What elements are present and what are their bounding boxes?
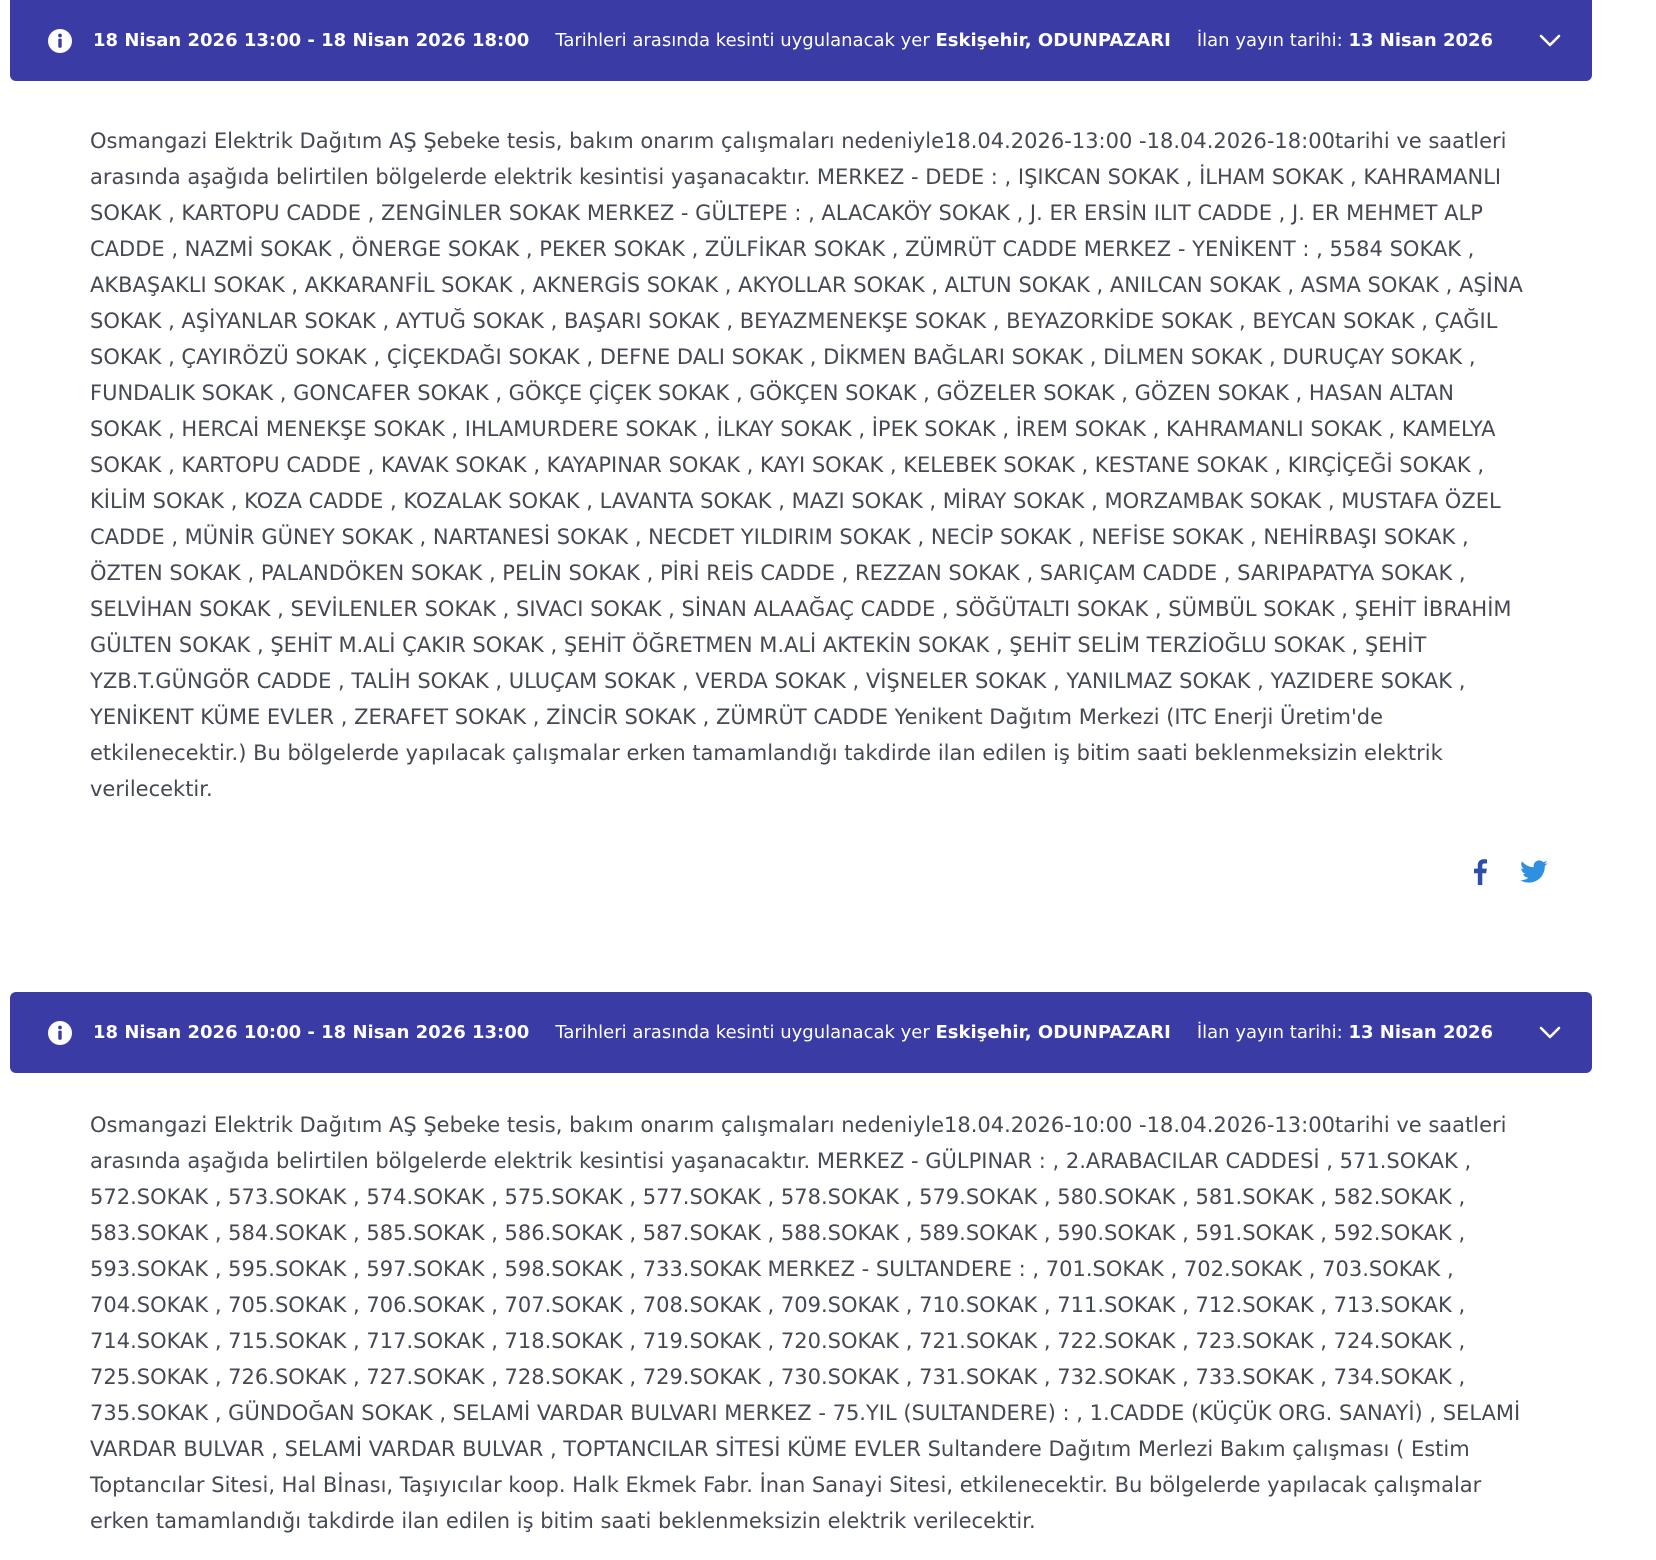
outage-location	[555, 30, 1171, 51]
location-prefix: Tarihleri arasında kesinti uygulanacak yer	[555, 30, 930, 51]
chevron-down-icon[interactable]	[1536, 27, 1564, 55]
location-value: Eskişehir, ODUNPAZARI	[935, 1022, 1171, 1043]
publish-date	[1197, 30, 1493, 51]
publish-date-label: İlan yayın tarihi:	[1196, 30, 1343, 51]
outage-location	[555, 1022, 1171, 1043]
twitter-icon[interactable]	[1520, 858, 1548, 886]
chevron-down-icon[interactable]	[1536, 1019, 1564, 1047]
publish-date-value: 13 Nisan 2026	[1348, 30, 1494, 51]
location-value: Eskişehir, ODUNPAZARI	[935, 30, 1171, 51]
notice-body-text: Osmangazi Elektrik Dağıtım AŞ Şebeke tesis, bakım onarım çalışmaları nedeniyle18.04.2026-10:00 -18.04.2026-13:00tarihi ve saatleri arasında aşağıda belirtilen bölgelerde elektrik kesintisi yaşanacaktır. MERKEZ - GÜLPINAR : , 2.ARABACILAR CADDESİ , 571.SOKAK , 572.SOKAK , 573.SOKAK , 574.SOKAK , 575.SOKAK , 577.SOKAK , 578.SOKAK , 579.SOKAK , 580.SOKAK , 581.SOKAK , 582.SOKAK , 583.SOKAK , 584.SOKAK , 585.SOKAK , 586.SOKAK , 587.SOKAK , 588.SOKAK , 589.SOKAK , 590.SOKAK , 591.SOKAK , 592.SOKAK , 593.SOKAK , 595.SOKAK , 597.SOKAK , 598.SOKAK , 733.SOKAK MERKEZ - SULTANDERE : , 701.SOKAK , 702.SOKAK , 703.SOKAK , 704.SOKAK , 705.SOKAK , 706.SOKAK , 707.SOKAK , 708.SOKAK , 709.SOKAK , 710.SOKAK , 711.SOKAK , 712.SOKAK , 713.SOKAK , 714.SOKAK , 715.SOKAK , 717.SOKAK , 718.SOKAK , 719.SOKAK , 720.SOKAK , 721.SOKAK , 722.SOKAK , 723.SOKAK , 724.SOKAK , 725.SOKAK , 726.SOKAK , 727.SOKAK , 728.SOKAK , 729.SOKAK , 730.SOKAK , 731.SOKAK , 732.SOKAK , 733.SOKAK , 734.SOKAK , 735.SOKAK , GÜNDOĞAN SOKAK , SELAMİ VARDAR BULVARI MERKEZ - 75.YIL (SULTANDERE) : , 1.CADDE (KÜÇÜK ORG. SANAYİ) , SELAMİ VARDAR BULVAR , SELAMİ VARDAR BULVAR , TOPTANCILAR SİTESİ KÜME EVLER Sultandere Dağıtım Merlezi Bakım çalışması ( Estim Toptancılar Sitesi, Hal Bİnası, Taşıyıcılar koop. Halk Ekmek Fabr. İnan Sanayi Sitesi, etkilenecektir. Bu bölgelerde yapılacak çalışmalar erken tamamlandığı takdirde ilan edilen iş bitim saati beklenmeksizin elektrik verilecektir.	[90, 1113, 1521, 1533]
share-buttons	[1466, 858, 1548, 886]
outage-date-range: 18 Nisan 2026 10:00 - 18 Nisan 2026 13:00	[93, 1022, 530, 1043]
notice-header[interactable]	[10, 0, 1592, 81]
outage-notice	[10, 992, 1592, 1533]
publish-date	[1197, 1022, 1493, 1043]
publish-date-label: İlan yayın tarihi:	[1196, 1022, 1343, 1043]
notice-header[interactable]	[10, 992, 1592, 1073]
facebook-icon[interactable]	[1466, 858, 1494, 886]
outage-notice	[10, 0, 1592, 801]
outage-date-range: 18 Nisan 2026 13:00 - 18 Nisan 2026 18:00	[93, 30, 530, 51]
location-prefix: Tarihleri arasında kesinti uygulanacak yer	[555, 1022, 930, 1043]
info-icon	[46, 27, 73, 54]
notice-body-text: Osmangazi Elektrik Dağıtım AŞ Şebeke tesis, bakım onarım çalışmaları nedeniyle18.04.2026-13:00 -18.04.2026-18:00tarihi ve saatleri arasında aşağıda belirtilen bölgelerde elektrik kesintisi yaşanacaktır. MERKEZ - DEDE : , IŞIKCAN SOKAK , İLHAM SOKAK , KAHRAMANLI SOKAK , KARTOPU CADDE , ZENGİNLER SOKAK MERKEZ - GÜLTEPE : , ALACAKÖY SOKAK , J. ER ERSİN ILIT CADDE , J. ER MEHMET ALP CADDE , NAZMİ SOKAK , ÖNERGE SOKAK , PEKER SOKAK , ZÜLFİKAR SOKAK , ZÜMRÜT CADDE MERKEZ - YENİKENT : , 5584 SOKAK , AKBAŞAKLI SOKAK , AKKARANFİL SOKAK , AKNERGİS SOKAK , AKYOLLAR SOKAK , ALTUN SOKAK , ANILCAN SOKAK , ASMA SOKAK , AŞİNA SOKAK , AŞİYANLAR SOKAK , AYTUĞ SOKAK , BAŞARI SOKAK , BEYAZMENEKŞE SOKAK , BEYAZORKİDE SOKAK , BEYCAN SOKAK , ÇAĞIL SOKAK , ÇAYIRÖZÜ SOKAK , ÇİÇEKDAĞI SOKAK , DEFNE DALI SOKAK , DİKMEN BAĞLARI SOKAK , DİLMEN SOKAK , DURUÇAY SOKAK , FUNDALIK SOKAK , GONCAFER SOKAK , GÖKÇE ÇİÇEK SOKAK , GÖKÇEN SOKAK , GÖZELER SOKAK , GÖZEN SOKAK , HASAN ALTAN SOKAK , HERCAİ MENEKŞE SOKAK , IHLAMURDERE SOKAK , İLKAY SOKAK , İPEK SOKAK , İREM SOKAK , KAHRAMANLI SOKAK , KAMELYA SOKAK , KARTOPU CADDE , KAVAK SOKAK , KAYAPINAR SOKAK , KAYI SOKAK , KELEBEK SOKAK , KESTANE SOKAK , KIRÇİÇEĞİ SOKAK , KİLİM SOKAK , KOZA CADDE , KOZALAK SOKAK , LAVANTA SOKAK , MAZI SOKAK , MİRAY SOKAK , MORZAMBAK SOKAK , MUSTAFA ÖZEL CADDE , MÜNİR GÜNEY SOKAK , NARTANESİ SOKAK , NECDET YILDIRIM SOKAK , NECİP SOKAK , NEFİSE SOKAK , NEHİRBAŞI SOKAK , ÖZTEN SOKAK , PALANDÖKEN SOKAK , PELİN SOKAK , PİRİ REİS CADDE , REZZAN SOKAK , SARIÇAM CADDE , SARIPAPATYA SOKAK , SELVİHAN SOKAK , SEVİLENLER SOKAK , SIVACI SOKAK , SİNAN ALAAĞAÇ CADDE , SÖĞÜTALTI SOKAK , SÜMBÜL SOKAK , ŞEHİT İBRAHİM GÜLTEN SOKAK , ŞEHİT M.ALİ ÇAKIR SOKAK , ŞEHİT ÖĞRETMEN M.ALİ AKTEKİN SOKAK , ŞEHİT SELİM TERZİOĞLU SOKAK , ŞEHİT YZB.T.GÜNGÖR CADDE , TALİH SOKAK , ULUÇAM SOKAK , VERDA SOKAK , VİŞNELER SOKAK , YANILMAZ SOKAK , YAZIDERE SOKAK , YENİKENT KÜME EVLER , ZERAFET SOKAK , ZİNCİR SOKAK , ZÜMRÜT CADDE Yenikent Dağıtım Merkezi (ITC Enerji Üretim'de etkilenecektir.) Bu bölgelerde yapılacak çalışmalar erken tamamlandığı takdirde ilan edilen iş bitim saati beklenmeksizin elektrik verilecektir.	[90, 129, 1523, 801]
publish-date-value: 13 Nisan 2026	[1348, 1022, 1494, 1043]
info-icon	[46, 1019, 73, 1046]
